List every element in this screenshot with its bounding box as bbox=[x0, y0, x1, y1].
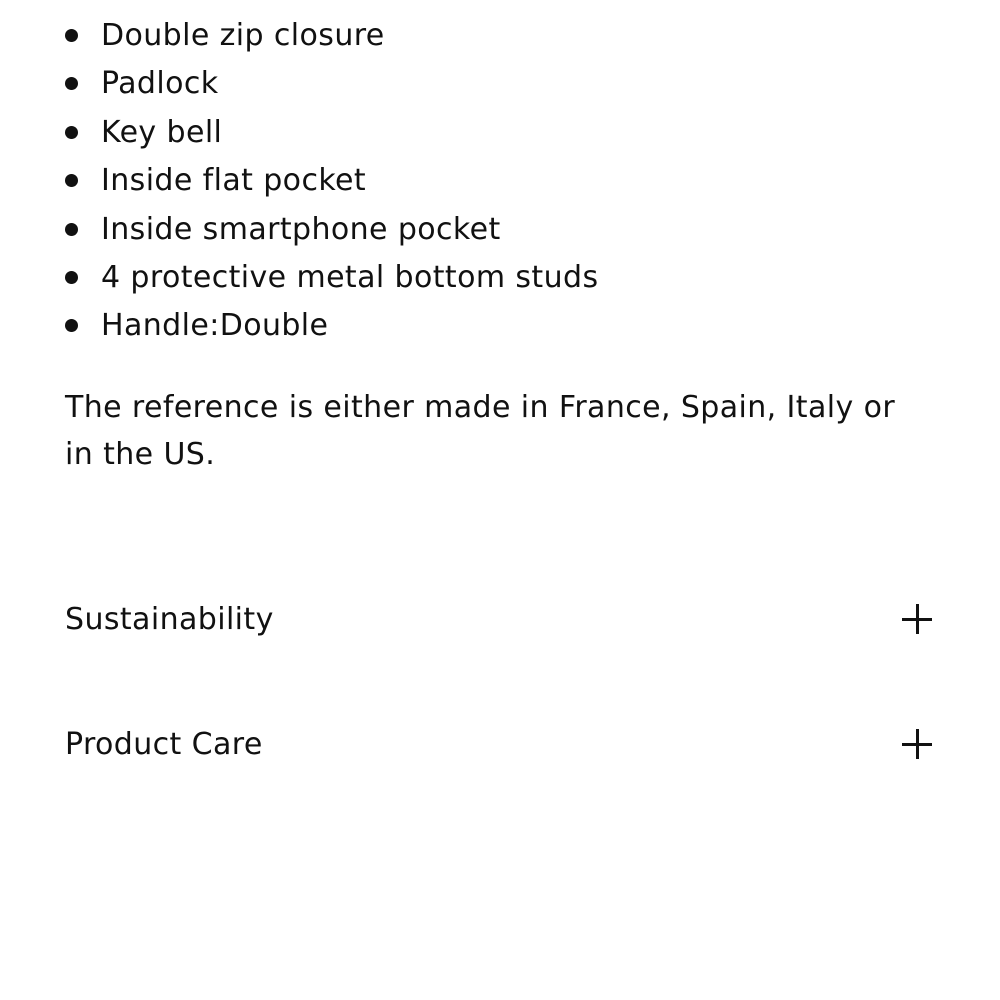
list-item bbox=[63, 254, 598, 302]
bullet-icon bbox=[65, 174, 78, 187]
bullet-icon bbox=[65, 126, 78, 139]
feature-list bbox=[63, 12, 598, 351]
feature-label: Double zip closure bbox=[101, 18, 385, 53]
bullet-icon bbox=[65, 77, 78, 90]
list-item bbox=[63, 157, 598, 205]
feature-label: Inside flat pocket bbox=[101, 163, 367, 199]
feature-label: Padlock bbox=[101, 66, 219, 102]
accordion-title: Sustainability bbox=[65, 601, 274, 637]
list-item bbox=[63, 302, 598, 350]
feature-label: 4 protective metal bottom studs bbox=[101, 259, 599, 295]
list-item bbox=[63, 109, 598, 157]
feature-label: Inside smartphone pocket bbox=[101, 211, 501, 247]
accordion-title: Product Care bbox=[65, 726, 263, 762]
bullet-icon bbox=[65, 319, 78, 332]
list-item bbox=[63, 206, 598, 254]
origin-text: The reference is either made in France, Spain, Italy or in the US. bbox=[65, 390, 896, 472]
plus-icon[interactable] bbox=[902, 729, 932, 759]
bullet-icon bbox=[65, 271, 78, 284]
bullet-icon bbox=[65, 29, 78, 42]
bullet-icon bbox=[65, 223, 78, 236]
list-item bbox=[63, 12, 598, 60]
product-care-accordion-toggle[interactable] bbox=[65, 719, 935, 769]
feature-label: Handle:Double bbox=[101, 308, 329, 344]
plus-icon[interactable] bbox=[902, 604, 932, 634]
feature-label: Key bell bbox=[101, 114, 223, 150]
sustainability-accordion-toggle[interactable] bbox=[65, 594, 935, 644]
list-item bbox=[63, 60, 598, 108]
